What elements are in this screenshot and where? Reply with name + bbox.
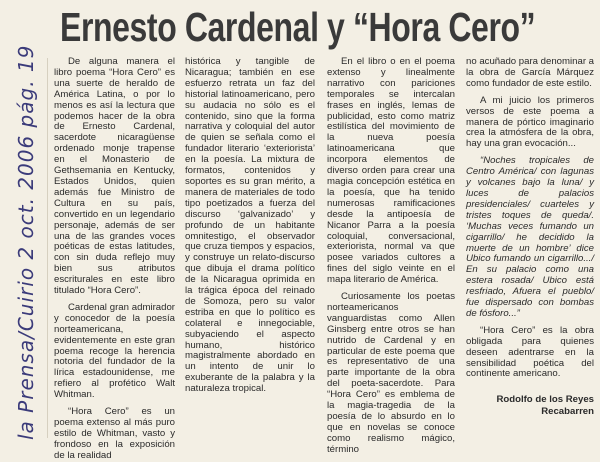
paragraph: En el libro o en el poema extenso y linealmente narrativo con pariciones temporales se intercalan frases en inglés, lemas de publicidad, esto como matriz estilística del movimiento de la nueva poesía latinoamericana que incorpora elementos de diverso orden para crear una magia concepción estética en la poesía, que ha tenido numerosas ramificaciones desde la antipoesía de Nicanor Parra a la poesía coloquial, conversacional, exteriorista, normal va que posee variados cultores a fines del siglo veinte en el mapa literario de América. <box>327 56 455 286</box>
article-column-1 <box>54 57 175 462</box>
paragraph: no acuñado para denominar a la obra de García Márquez como fundador de este estilo. <box>466 56 595 89</box>
paragraph: “Hora Cero” es un poema extenso al más puro estilo de Whitman, vasto y frondoso en la exposición de la realidad <box>54 406 175 461</box>
article-column-2 <box>185 57 315 395</box>
author-name: Rodolfo de los Reyes <box>496 394 594 406</box>
article-column-3 <box>327 57 455 456</box>
paragraph: Curiosamente los poetas norteamericanos vanguardistas como Allen Ginsberg entre otros se han nutrido de Cardenal y en particular de este poema que es representativo de una parte importante de la obra del poeta-sacerdote. Para “Hora Cero” es emblema de la magia-tragedia de la poesía de lo absurdo en lo que en novelas se conoce como realismo mágico, término <box>327 291 455 455</box>
paragraph: De alguna manera el libro poema “Hora Cero” es una suerte de heraldo de América Latina, o por lo menos es así la lectura que podemos hacer de la obra de Ernesto Cardenal, sacerdote nicaragüense ordenado monje trapense en el Monasterio de Gethsemania en Kentucky, Estados Unidos, quien además fue Ministro de Cultura en su país, convertido en un legendario personaje, además de ser una de las grandes voces poéticas de estas latitudes, con sin duda reflejo muy bien sus atributos escriturales en este libro titulado “Hora Cero”. <box>54 56 175 297</box>
paragraph: histórica y tangible de Nicaragua; también en ese esfuerzo retrata un faz del historial latinoamericano, pero su audacia no sólo es el contenido, sino que la forma narrativa y coloquial del autor de quien se señala como el fundador literario ‘exteriorista’ en la poesía. La mixtura de formatos, contenidos y soportes es su gran mérito, a manera de materiales de todo tipo poetizados a fuerza del discurso ‘galvanizado’ y profundo de un habitante omnitestigo, el observador que cruza tiempos y espacios, y construye un relato-discurso que dibuja el drama político de la Nicaragua oprimida en la trágica época del reinado de Somoza, pero su valor estriba en que lo político es colateral e innegociable, subyaciendo el aspecto humano, histórico magistralmente abordado en un intento de unir lo exuberante de la palabra y la naturaleza tropical. <box>185 56 315 395</box>
poem-quote: “Noches tropicales de Centro América/ con lagunas y volcanes bajo la luna/ y luces de palacios presidenciales/ cuarteles y tristes toques de queda/. ‘Muchas veces fumando un cigarrillo/ he decidido la muerte de un hombre’ dice Ubico fumando un cigarrillo.../ En su palacio como una estera rosada/ Ubico está resfriado, Afuera el pueblo/ fue dispersado con bombas de fósforo...” <box>466 155 594 319</box>
paragraph: Cardenal gran admirador y conocedor de la poesía norteamericana, evidentemente en este gran poema recoge la herencia notoria del fundador de la lírica estadounidense, me refiero al profético Walt Whitman. <box>54 301 175 401</box>
article-column-4 <box>466 57 594 418</box>
author-surname: Recabarren <box>541 406 594 418</box>
paragraph: A mi juicio los primeros versos de este poema a manera de pórtico imaginario crea la atmósfera de la obra, hay una gran evocación... <box>466 94 594 150</box>
column-rule <box>47 58 48 438</box>
author-byline <box>466 394 594 418</box>
article-title: Ernesto Cardenal y “Hora Cero” <box>60 4 536 50</box>
paragraph: “Hora Cero” es la obra obligada para quienes deseen adentrarse en la sensibilidad poética del continente americano. <box>466 324 594 380</box>
handwritten-annotation: la Prensa/Cuirio 2 oct. 2006 pág. 19 <box>14 44 38 440</box>
